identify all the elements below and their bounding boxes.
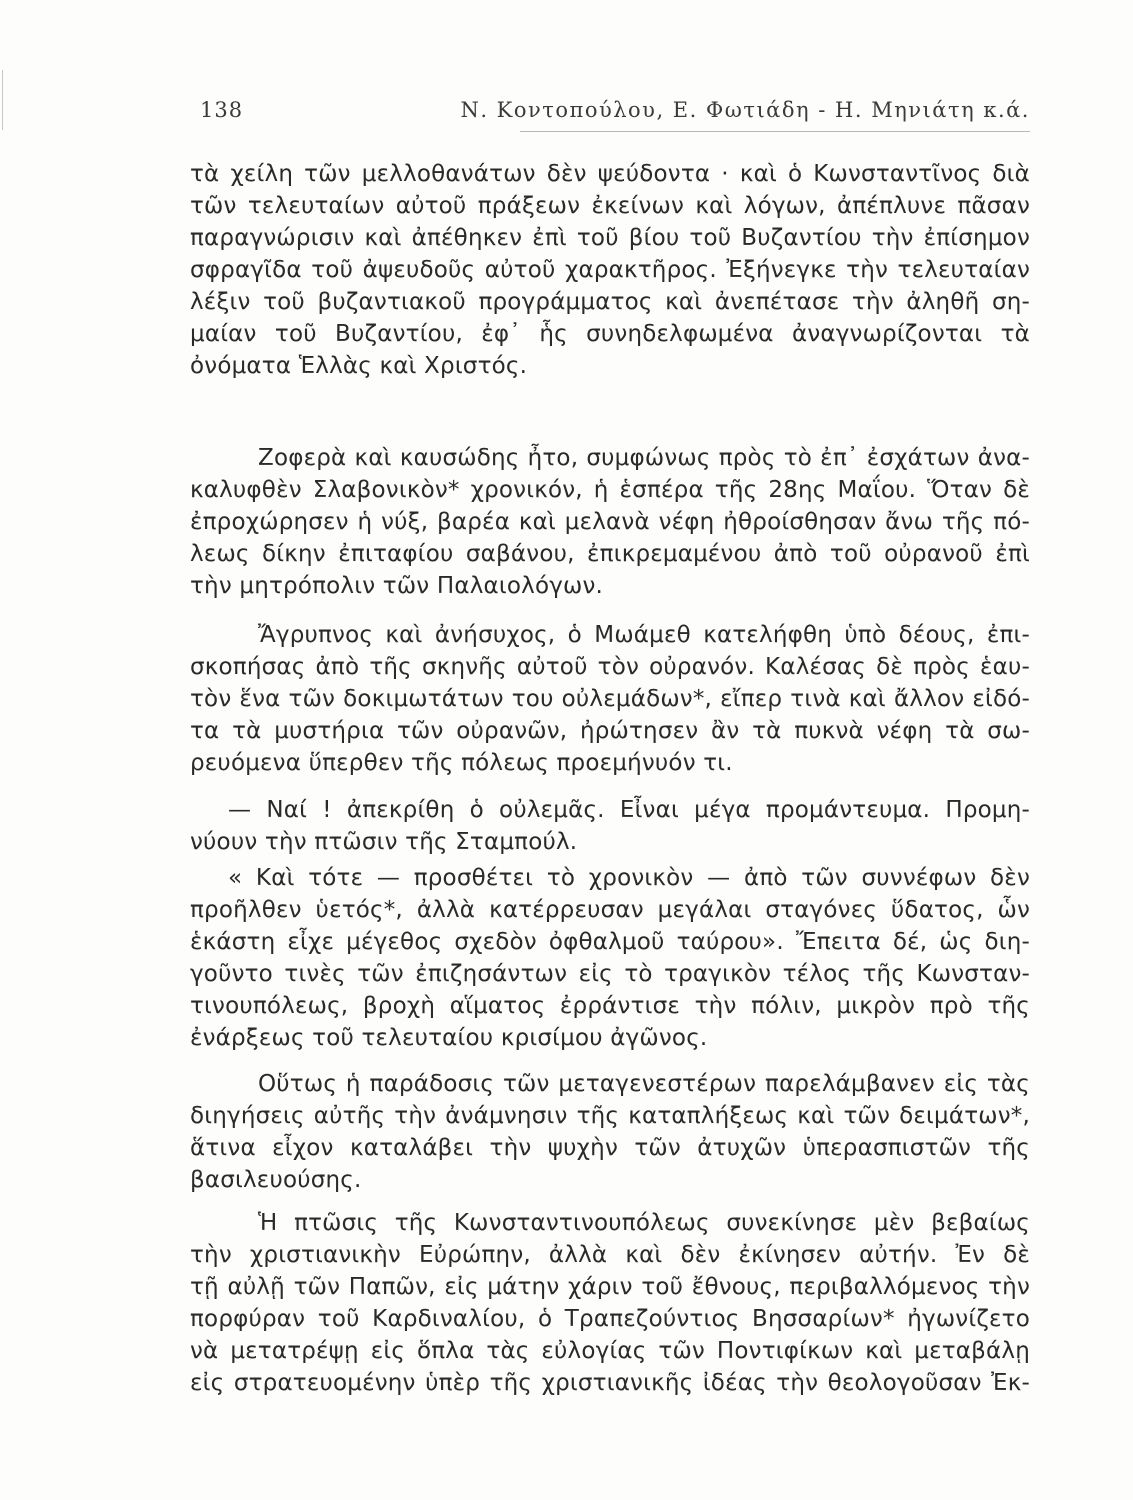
text-line: σκοπήσας ἀπὸ τῆς σκηνῆς αὐτοῦ τὸν οὐρανόν. Καλέσας δὲ πρὸς ἑαυ- [190, 654, 1030, 680]
text-line: λεως δίκην ἐπιταφίου σαβάνου, ἐπικρεμαμένου ἀπὸ τοῦ οὐρανοῦ ἐπὶ [190, 541, 1030, 567]
text-line: « Καὶ τότε — προσθέτει τὸ χρονικὸν — ἀπὸ τῶν συννέφων δὲν [228, 865, 1030, 891]
running-title: Ν. Κοντοπούλου, Ε. Φωτιάδη - Η. Μηνιάτη κ.ά. [460, 98, 1030, 122]
text-line: ἐπροχώρησεν ἡ νύξ, βαρέα καὶ μελανὰ νέφη ἠθροίσθησαν ἄνω τῆς πό- [190, 509, 1030, 535]
text-line: τα τὰ μυστήρια τῶν οὐρανῶν, ἠρώτησεν ἂν τὰ πυκνὰ νέφη τὰ σω- [190, 718, 1030, 744]
text-line: — Ναί ! ἀπεκρίθη ὁ οὐλεμᾶς. Εἶναι μέγα προμάντευμα. Προμη- [228, 797, 1030, 823]
paragraph-1 [190, 158, 1030, 382]
text-line: διηγήσεις αὐτῆς τὴν ἀνάμνησιν τῆς καταπλήξεως καὶ τῶν δειμάτων*, [190, 1103, 1030, 1129]
paragraph-2 [190, 442, 1030, 602]
text-line: ἐνάρξεως τοῦ τελευταίου κρισίμου ἀγῶνος. [190, 1025, 708, 1051]
header-rule [520, 131, 1030, 132]
text-line: μαίαν τοῦ Βυζαντίου, ἐφ᾽ ἧς συνηδελφωμένα ἀναγνωρίζονται τὰ [190, 321, 1030, 347]
paragraph-5 [190, 862, 1030, 1054]
page-edge-mark [2, 70, 3, 130]
paragraph-4 [190, 794, 1030, 858]
text-line: πορφύραν τοῦ Καρδιναλίου, ὁ Τραπεζούντιος Βησσαρίων* ἠγωνίζετο [190, 1306, 1030, 1332]
text-line: σφραγῖδα τοῦ ἀψευδοῦς αὐτοῦ χαρακτῆρος. Ἐξήνεγκε τὴν τελευταίαν [190, 257, 1030, 283]
text-line: παραγνώρισιν καὶ ἀπέθηκεν ἐπὶ τοῦ βίου τοῦ Βυζαντίου τὴν ἐπίσημον [190, 225, 1030, 251]
paragraph-7 [190, 1207, 1030, 1399]
page-number: 138 [200, 98, 244, 122]
text-line: γοῦντο τινὲς τῶν ἐπιζησάντων εἰς τὸ τραγικὸν τέλος τῆς Κωνσταν- [190, 961, 1030, 987]
text-line: προῆλθεν ὑετός*, ἀλλὰ κατέρρευσαν μεγάλαι σταγόνες ὕδατος, ὧν [190, 897, 1030, 923]
text-line: Ζοφερὰ καὶ καυσώδης ἦτο, συμφώνως πρὸς τὸ ἐπ᾽ ἐσχάτων ἀνα- [258, 445, 1030, 471]
paragraph-6 [190, 1068, 1030, 1196]
text-line: τῶν τελευταίων αὐτοῦ πράξεων ἐκείνων καὶ λόγων, ἀπέπλυνε πᾶσαν [190, 193, 1030, 219]
running-head [200, 98, 1030, 130]
text-line: εἰς στρατευομένην ὑπὲρ τῆς χριστιανικῆς ἰδέας τὴν θεολογοῦσαν Ἐκ- [190, 1370, 1030, 1396]
text-line: ἑκάστη εἶχε μέγεθος σχεδὸν ὀφθαλμοῦ ταύρου». Ἔπειτα δέ, ὡς διη- [190, 929, 1030, 955]
text-line: Ἄγρυπνος καὶ ἀνήσυχος, ὁ Μωάμεθ κατελήφθη ὑπὸ δέους, ἐπι- [258, 622, 1030, 648]
text-line: τὸν ἕνα τῶν δοκιμωτάτων του οὐλεμάδων*, εἴπερ τινὰ καὶ ἄλλον εἰδό- [190, 686, 1030, 712]
text-line: τῇ αὐλῇ τῶν Παπῶν, εἰς μάτην χάριν τοῦ ἔθνους, περιβαλλόμενος τὴν [190, 1274, 1030, 1300]
text-line: τὴν χριστιανικὴν Εὐρώπην, ἀλλὰ καὶ δὲν ἐκίνησεν αὐτήν. Ἐν δὲ [190, 1242, 1030, 1268]
text-line: νύουν τὴν πτῶσιν τῆς Σταμπούλ. [190, 829, 578, 855]
text-line: τὴν μητρόπολιν τῶν Παλαιολόγων. [190, 573, 604, 599]
text-line: λέξιν τοῦ βυζαντιακοῦ προγράμματος καὶ ἀνεπέτασε τὴν ἀληθῆ ση- [190, 289, 1030, 315]
text-line: Οὕτως ἡ παράδοσις τῶν μεταγενεστέρων παρελάμβανεν εἰς τὰς [258, 1071, 1030, 1097]
text-line: Ἡ πτῶσις τῆς Κωνσταντινουπόλεως συνεκίνησε μὲν βεβαίως [258, 1210, 1030, 1236]
text-line: ὀνόματα Ἑλλὰς καὶ Χριστός. [190, 353, 528, 379]
text-line: τὰ χείλη τῶν μελλοθανάτων δὲν ψεύδοντα · καὶ ὁ Κωνσταντῖνος διὰ [190, 161, 1030, 187]
text-line: βασιλευούσης. [190, 1167, 362, 1193]
text-line: ρευόμενα ὕπερθεν τῆς πόλεως προεμήνυόν τι. [190, 750, 733, 776]
paragraph-3 [190, 619, 1030, 779]
text-line: τινουπόλεως, βροχὴ αἵματος ἐρράντισε τὴν πόλιν, μικρὸν πρὸ τῆς [190, 993, 1030, 1019]
text-line: ἅτινα εἶχον καταλάβει τὴν ψυχὴν τῶν ἀτυχῶν ὑπερασπιστῶν τῆς [190, 1135, 1030, 1161]
text-line: νὰ μετατρέψῃ εἰς ὅπλα τὰς εὐλογίας τῶν Ποντιφίκων καὶ μεταβάλῃ [190, 1338, 1030, 1364]
text-line: καλυφθὲν Σλαβονικὸν* χρονικόν, ἡ ἑσπέρα τῆς 28ης Μαΐου. Ὅταν δὲ [190, 477, 1030, 503]
